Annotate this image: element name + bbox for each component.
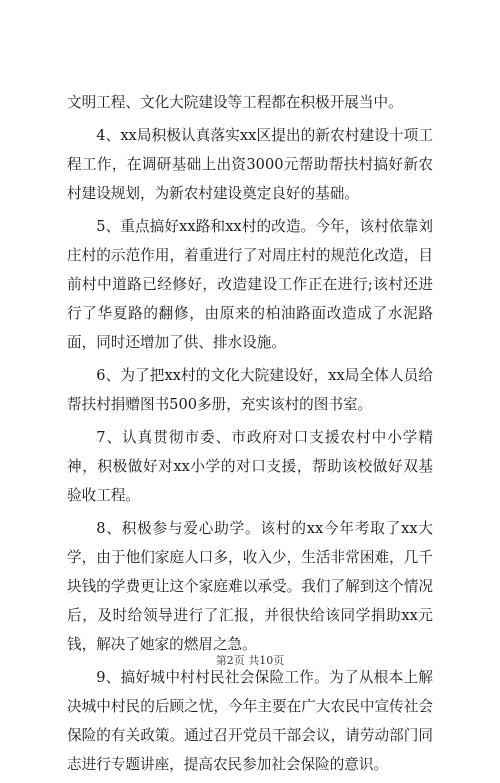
document-body: [67, 88, 433, 783]
paragraph-item-5: 5、重点搞好xx路和xx村的改造。今年，该村依靠刘庄村的示范作用，着重进行了对周庄村的规范化改造，目前村中道路已经修好，改造建设工作正在进行;该村还进行了华夏路的翻修，由原来的柏油路面改造成了水泥路面，同时还增加了供、排水设施。: [67, 218, 433, 351]
paragraph-item-7: 7、认真贯彻市委、市政府对口支援农村中小学精神，积极做好对xx小学的对口支援，帮助该校做好双基验收工程。: [67, 429, 433, 504]
page-number-footer: 第2页 共10页: [215, 654, 285, 667]
paragraph-item-8: 8、积极参与爱心助学。该村的xx今年考取了xx大学，由于他们家庭人口多，收入少，生活非常困难，几千块钱的学费更让这个家庭难以承受。我们了解到这个情况后，及时给领导进行了汇报，并很快给该同学捐助xx元钱，解决了她家的燃眉之急。: [67, 520, 433, 653]
paragraph-continuation: 文明工程、文化大院建设等工程都在积极开展当中。: [67, 94, 403, 111]
paragraph-item-4: 4、xx局积极认真落实xx区提出的新农村建设十项工程工作，在调研基础上出资3000元帮助帮扶村搞好新农村建设规划，为新农村建设奠定良好的基础。: [67, 127, 433, 202]
paragraph-item-9: 9、搞好城中村村民社会保险工作。为了从根本上解决城中村民的后顾之忧，今年主要在广大农民中宣传社会保险的有关政策。通过召开党员干部会议，请劳动部门同志进行专题讲座，提高农民参加社会保险的意识。: [67, 669, 433, 773]
paragraph-item-6: 6、为了把xx村的文化大院建设好，xx局全体人员给帮扶村捐赠图书500多册，充实该村的图书室。: [67, 367, 433, 413]
